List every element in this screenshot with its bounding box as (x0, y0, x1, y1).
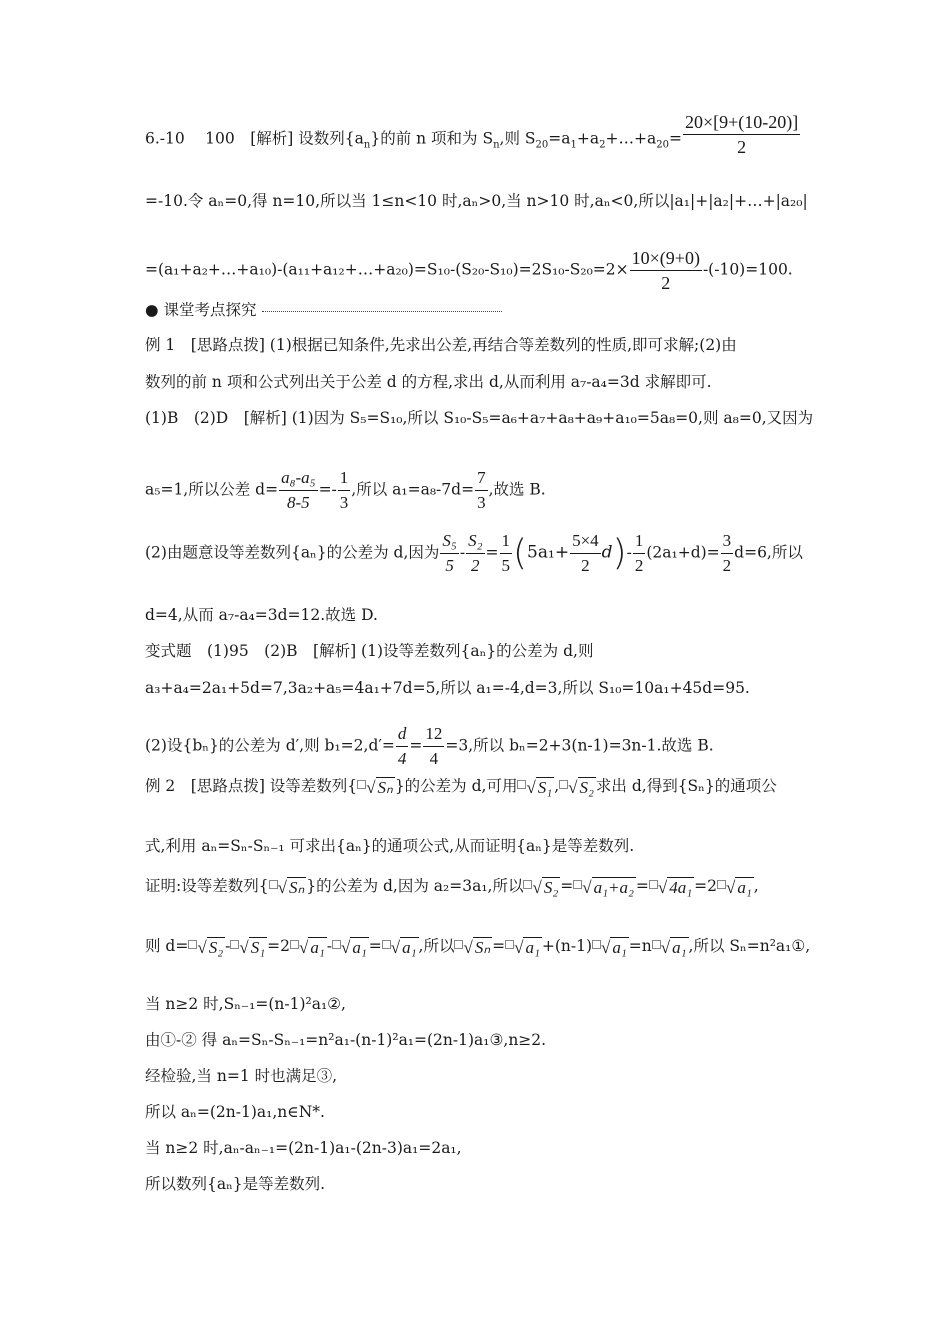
sqrt-sign: √ (514, 937, 524, 957)
subscript: n (363, 139, 371, 151)
subscript: 1 (570, 139, 577, 151)
placeholder-box (652, 940, 661, 949)
sqrt-expression (523, 877, 560, 898)
example1-hint-line2: 数列的前 n 项和公式列出关于公差 d 的方程,求出 d,从而利用 a₇-a₄=3d 求解即可. (145, 373, 712, 391)
text: +(n-1) (541, 937, 593, 955)
section-title: ● 课堂考点探究 (145, 301, 257, 319)
fraction-denominator: 4 (397, 749, 407, 768)
placeholder-box (332, 940, 341, 949)
proof-line7: 当 n≥2 时,aₙ-aₙ₋₁=(2n-1)a₁-(2n-3)a₁=2a₁, (145, 1139, 462, 1157)
sqrt-expression (573, 877, 636, 898)
text: =n (628, 937, 652, 955)
sqrt-expression (517, 777, 554, 798)
sqrt-sign: √ (366, 777, 376, 797)
section-heading (145, 300, 502, 320)
fraction (721, 531, 734, 576)
text: 求出 d,得到{Sₙ}的通项公 (595, 777, 777, 795)
answer6-text: 6.-10 100 [解析] 设数列{a (145, 129, 364, 148)
placeholder-box (230, 940, 239, 949)
variant-line1: 变式题 (1)95 (2)B [解析] (1)设等差数列{aₙ}的公差为 d,则 (145, 642, 594, 660)
radicand: a₁ (737, 877, 752, 897)
placeholder-box (382, 940, 391, 949)
text: = (635, 877, 649, 895)
radicand: Sₙ (377, 777, 393, 797)
fraction-numerator: S₅ (440, 531, 458, 554)
example1-solution-line4: d=4,从而 a₇-a₄=3d=12.故选 D. (145, 606, 378, 624)
sqrt-expression (717, 877, 754, 898)
sqrt-sign: √ (657, 877, 668, 897)
sqrt-expression (592, 937, 629, 958)
text: a₅=1,所以公差 d= (145, 480, 279, 499)
text: 例 2 [思路点拨] 设等差数列{ (145, 777, 358, 795)
radicand: a₁ (310, 937, 325, 957)
fraction-numerator: 12 (423, 724, 444, 747)
text: = (485, 543, 499, 562)
sqrt-sign: √ (197, 937, 207, 957)
sqrt-expression (188, 937, 225, 958)
sqrt-expression (290, 937, 327, 958)
answer6-line2: =-10.令 aₙ=0,得 n=10,所以当 1≤n<10 时,aₙ>0,当 n>10 时,aₙ<0,所以|a₁|+|a₂|+…+|a₂₀| (145, 192, 808, 210)
text: =(a₁+a₂+…+a₁₀)-(a₁₁+a₁₂+…+a₂₀)=S₁₀-(S₂₀-S₁₀)=2S₁₀-S₂₀=2× (145, 260, 629, 279)
fraction-denominator: 5 (445, 556, 454, 575)
sqrt-sign: √ (568, 777, 578, 797)
sum-fraction (683, 112, 800, 157)
text: - (225, 937, 231, 955)
text: 则 d= (145, 937, 189, 955)
text: = (368, 937, 382, 955)
fraction-denominator: 3 (339, 493, 349, 512)
text: +a (576, 129, 600, 148)
answer6-line1 (145, 112, 801, 157)
radicand: Sₙ (474, 937, 491, 957)
sqrt-sign: √ (463, 937, 473, 957)
right-paren: ) (612, 532, 627, 574)
text: =a (548, 129, 571, 148)
sqrt-sign: √ (726, 877, 736, 897)
fraction-numerator: 20×[9+(10-20)] (683, 112, 800, 135)
text: (2a₁+d)= (646, 543, 720, 562)
text: d (601, 542, 613, 563)
radicand: a₁ (525, 937, 540, 957)
radicand: a₁+a₂ (593, 877, 634, 897)
example1-hint-line1: 例 1 [思路点拨] (1)根据已知条件,先求出公差,再结合等差数列的性质,即可求解;(2)由 (145, 336, 737, 354)
placeholder-box (188, 940, 197, 949)
variant-line3 (145, 724, 714, 769)
sqrt-sign: √ (532, 877, 542, 897)
radicand: S₁ (250, 937, 266, 957)
example2-hint-line2: 式,利用 aₙ=Sₙ-Sₙ₋₁ 可求出{aₙ}的通项公式,从而证明{aₙ}是等差数列. (145, 837, 635, 855)
text: , (554, 777, 560, 795)
example1-solution-line3 (145, 531, 803, 576)
sqrt-expression (649, 877, 694, 898)
subscript: 20 (656, 139, 669, 151)
fraction-numerator: 3 (721, 531, 734, 554)
proof-line8: 所以数列{aₙ}是等差数列. (145, 1175, 326, 1193)
text: ,所以 a₁=a₈-7d= (351, 480, 475, 499)
answer6-line3 (145, 248, 793, 293)
sqrt-expression (559, 777, 596, 798)
fraction (630, 248, 702, 293)
text: =3,所以 bₙ=2+3(n-1)=3n-1.故选 B. (445, 736, 714, 755)
sqrt-expression (269, 877, 307, 898)
proof-line6: 所以 aₙ=(2n-1)a₁,n∈N*. (145, 1103, 325, 1121)
fraction (279, 468, 317, 513)
fraction-denominator: 3 (477, 493, 486, 512)
fraction-denominator: 2 (634, 556, 644, 575)
text: +…+a (605, 129, 657, 148)
fraction-numerator: d (396, 724, 409, 747)
example1-solution-line1: (1)B (2)D [解析] (1)因为 S₅=S₁₀,所以 S₁₀-S₅=a₆+a₇+a₈+a₉+a₁₀=5a₈=0,则 a₈=0,又因为 (145, 409, 814, 427)
placeholder-box (592, 940, 601, 949)
sqrt-expression (230, 937, 267, 958)
text: 5a₁+ (527, 542, 570, 563)
placeholder-box (649, 880, 658, 889)
text: , (753, 877, 759, 895)
placeholder-box (290, 940, 299, 949)
radicand: S₁ (537, 777, 553, 797)
text: 证明:设等差数列{ (145, 877, 269, 895)
text: - (626, 543, 632, 562)
proof-line4: 由①-② 得 aₙ=Sₙ-Sₙ₋₁=n²a₁-(n-1)²a₁=(2n-1)a₁③,n≥2. (145, 1031, 547, 1049)
fraction (396, 724, 409, 769)
sqrt-expression (382, 937, 419, 958)
fraction-denominator: 4 (429, 749, 439, 768)
radicand: a₁ (672, 937, 687, 957)
example2-hint-line1 (145, 776, 777, 798)
fraction-denominator: 2 (737, 137, 747, 157)
radicand: a₁ (612, 937, 627, 957)
text: = (668, 129, 682, 148)
fraction-numerator: 1 (500, 531, 513, 554)
text: d=6,所以 (734, 543, 803, 562)
text: =2 (694, 877, 718, 895)
example1-solution-line2 (145, 468, 546, 513)
radicand: S₂ (543, 877, 559, 897)
fraction-denominator: 2 (722, 556, 732, 575)
placeholder-box (269, 880, 278, 889)
sqrt-expression (505, 937, 542, 958)
text: ,则 S (499, 129, 536, 148)
text: =- (318, 480, 337, 499)
variant-line2: a₃+a₄=2a₁+5d=7,3a₂+a₅=4a₁+7d=5,所以 a₁=-4,d=3,所以 S₁₀=10a₁+45d=95. (145, 679, 750, 697)
radicand: 4a₁ (669, 877, 693, 897)
text: -(-10)=100. (702, 260, 793, 279)
text: ,所以 Sₙ=n²a₁①, (688, 937, 811, 955)
text: = (560, 877, 574, 895)
placeholder-box (717, 880, 726, 889)
placeholder-box (559, 780, 568, 789)
sqrt-sign: √ (390, 937, 401, 957)
radicand: a₁ (402, 937, 417, 957)
placeholder-box (573, 880, 582, 889)
sqrt-sign: √ (582, 877, 592, 897)
text: }的公差为 d,因为 a₂=3a₁,所以 (306, 877, 524, 895)
text: = (492, 937, 506, 955)
fraction (500, 531, 513, 576)
placeholder-box (505, 940, 514, 949)
sqrt-expression (332, 937, 369, 958)
subscript: 2 (599, 139, 606, 151)
sqrt-sign: √ (601, 937, 611, 957)
text: - (459, 543, 466, 562)
fraction-numerator: S₂ (466, 531, 484, 554)
fraction-denominator: 8-5 (286, 493, 310, 512)
text: }的前 n 项和为 S (370, 129, 494, 148)
fraction (475, 468, 488, 513)
fraction (423, 724, 444, 769)
text: ,故选 B. (488, 480, 546, 499)
text: - (326, 937, 332, 955)
fraction-numerator: 10×(9+0) (630, 248, 702, 271)
fraction-numerator: 7 (475, 468, 488, 491)
sqrt-sign: √ (660, 937, 671, 957)
fraction-numerator: 5×4 (570, 531, 601, 554)
radicand: S₂ (208, 937, 224, 957)
fraction (338, 468, 351, 513)
text: =2 (267, 937, 290, 955)
radicand: S₂ (579, 777, 594, 797)
text: (2)设{bₙ}的公差为 d′,则 b₁=2,d′= (145, 736, 395, 755)
fraction-denominator: 5 (501, 556, 510, 575)
proof-line1 (145, 876, 759, 898)
subscript: n (493, 139, 500, 151)
sqrt-sign: √ (239, 937, 249, 957)
sqrt-sign: √ (341, 937, 351, 957)
fraction (633, 531, 646, 576)
text: }的公差为 d,可用 (394, 777, 518, 795)
fraction-denominator: 2 (661, 273, 671, 293)
dotted-rule (262, 311, 502, 312)
fraction (570, 531, 601, 576)
subscript: 20 (535, 139, 549, 151)
fraction-numerator: 1 (633, 531, 646, 554)
sqrt-expression (652, 937, 689, 958)
fraction-denominator: 2 (471, 556, 480, 575)
fraction-numerator: 1 (338, 468, 351, 491)
text: (2)由题意设等差数列{aₙ}的公差为 d,因为 (145, 543, 440, 562)
text: = (409, 736, 423, 755)
radicand: Sₙ (288, 877, 305, 897)
radicand: a₁ (352, 937, 367, 957)
sqrt-expression (454, 937, 492, 958)
fraction-numerator: a₈-a₅ (279, 468, 317, 491)
sqrt-sign: √ (277, 877, 287, 897)
placeholder-box (357, 780, 366, 789)
fraction (466, 531, 484, 576)
proof-line5: 经检验,当 n=1 时也满足③, (145, 1067, 338, 1085)
fraction (440, 531, 458, 576)
sqrt-sign: √ (526, 777, 536, 797)
left-paren: ( (513, 532, 528, 574)
text: ,所以 (418, 937, 455, 955)
proof-line3: 当 n≥2 时,Sₙ₋₁=(n-1)²a₁②, (145, 995, 346, 1013)
sqrt-expression (357, 777, 395, 798)
fraction-denominator: 2 (581, 556, 590, 575)
proof-line2 (145, 936, 810, 958)
sqrt-sign: √ (298, 937, 309, 957)
